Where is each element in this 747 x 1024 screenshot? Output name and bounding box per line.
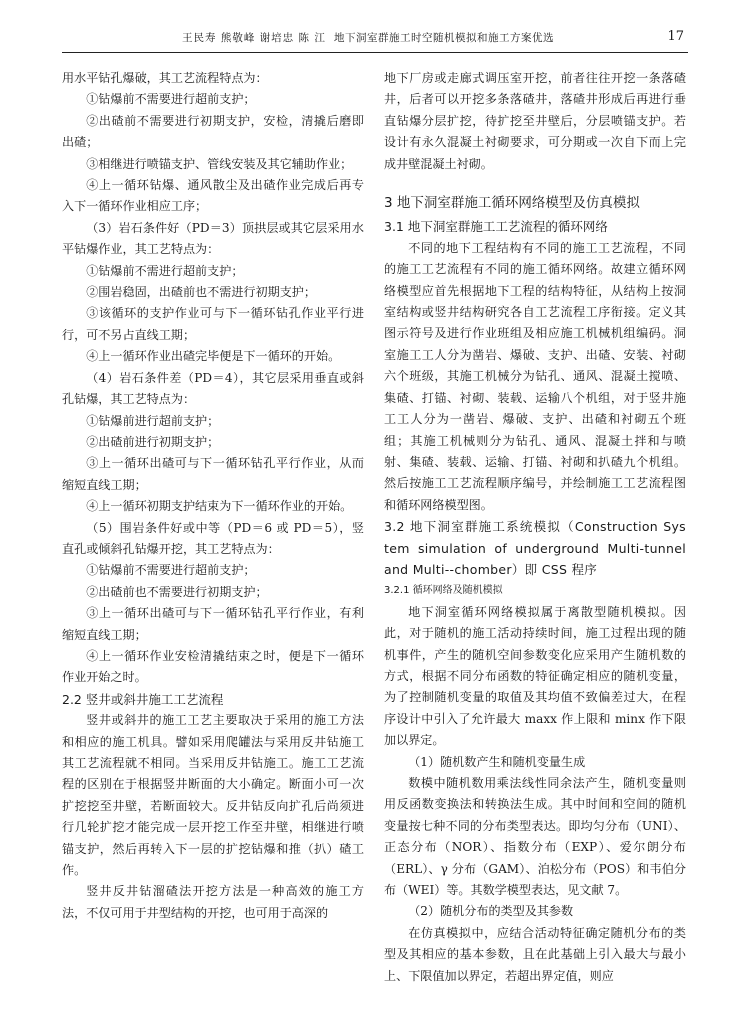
list-item: ②出碴前也不需要进行初期支护；	[86, 584, 268, 599]
paragraph: 数模中随机数用乘法线性同余法产生，随机变量则用反函数变换法和转换法生成。其中时间和空间的随机变量按七种不同的分布类型表达。即均匀分布（UNI）、正态分布（NOR）、指数分布（EXP）、爱尔朗分布（ERL）、γ 分布（GAM）、泊松分布（POS）和韦伯分布（WEI）等。其数学模型表达，见文献 7。	[384, 776, 686, 898]
paragraph: （4）岩石条件差（PD＝4），其它层采用垂直或斜孔钻爆，其工艺特点为：	[62, 370, 364, 407]
list-item: ④上一循环作业安检清撬结束之时，便是下一循环作业开始之时。	[62, 648, 364, 685]
paragraph-heading: （1）随机数产生和随机变量生成	[408, 754, 586, 769]
paragraph: 竖井反井钻溜碴法开挖方法是一种高效的施工方法，不仅可用于井型结构的开挖，也可用于高深的	[62, 884, 364, 920]
subsection-heading: 3.2 地下洞室群施工系统模拟（Construction Sys tem simulation of underground Multi-tunnel and Multi--chomber）即 CSS 程序	[384, 519, 686, 577]
page-header	[62, 30, 688, 53]
paragraph: 地下厂房或走廊式调压室开挖，前者往往开挖一条落碴井，后者可以开挖多条落碴井，落碴井形成后再进行垂直钻爆分层扩挖，待扩挖至井壁后，分层喷锚支护。若设计有永久混凝土衬砌要求，可分期或一次自下而上完成井壁混凝土衬砌。	[384, 71, 686, 171]
subsection-heading: 3.1 地下洞室群施工工艺流程的循环网络	[384, 219, 608, 235]
paragraph: 在仿真模拟中，应结合活动特征确定随机分布的类型及其相应的基本参数，且在此基础上引入最大与最小上、下限值加以界定，若超出界定值，则应	[384, 925, 686, 983]
list-item: ①钻爆前不需进行超前支护；	[86, 263, 244, 278]
page-number: 17	[667, 29, 684, 44]
paragraph: 竖井或斜井的施工工艺主要取决于采用的施工方法和相应的施工机具。譬如采用爬罐法与采用反井钻施工其工艺流程就不相同。当采用反井钻施工。施工工艺流程的区别在于根据竖井断面的大小确定。断面小可一次扩挖挖至井壁，若断面较大。反井钻反向扩孔后尚须进行几轮扩挖才能完成一层开挖工作至井壁，相继进行喷锚支护，然后再转入下一层的扩挖钻爆和推（扒）碴工作。	[62, 713, 364, 878]
list-item: ②出碴前不需要进行初期支护，安检，清撬后磨即出碴；	[62, 113, 364, 150]
section-heading: 2.2 竖井或斜井施工工艺流程	[62, 691, 224, 707]
list-item: ③上一循环出碴可与下一循环钻孔平行作业，有利缩短直线工期；	[62, 606, 364, 642]
list-item: ④上一循环钻爆、通风散尘及出碴作业完成后再专入下一循环作业相应工序；	[62, 178, 364, 214]
left-column	[62, 68, 364, 924]
paragraph: 不同的地下工程结构有不同的施工工艺流程，不同的施工工艺流程有不同的施工循环网络。故建立循环网络模型应首先根据地下工程的结构特征，从结构上按洞室结构或竖井结构研究各自工艺流程工序衔接。定义其图示符号及进行作业班组及相应施工机械机组编码。洞室施工工人分为凿岩、爆破、支护、出碴、安装、衬砌六个班级，其施工机械分为钻孔、通风、混凝土搅喷、集碴、打锚、衬砌、装载、运输八个机组，对于竖井施工工人分为一凿岩、爆破、支护、出碴和衬砌五个班组；其施工机械则分为钻孔、通风、混凝土拌和与喷射、集碴、装载、运输、打锚、衬砌和扒碴九个机组。然后按施工工艺流程顺序编号，并绘制施工工艺流程图和循环网络模型图。	[384, 240, 686, 512]
right-column	[384, 68, 686, 987]
list-item: ④上一循环作业出碴完毕便是下一循环的开始。	[86, 349, 341, 364]
list-item: ①钻爆前不需要进行超前支护；	[86, 563, 256, 578]
list-item: ③上一循环出碴可与下一循环钻孔平行作业，从而缩短直线工期；	[62, 456, 364, 492]
section-heading: 3 地下洞室群施工循环网络模型及仿真模拟	[384, 195, 640, 212]
header-running-title: 地下洞室群施工时空随机模拟和施工方案优选	[334, 32, 554, 44]
paragraph: （3）岩石条件好（PD＝3）顶拱层或其它层采用水平钻爆作业，其工艺特点为：	[62, 220, 364, 257]
list-item: ②围岩稳固，出碴前也不需进行初期支护；	[86, 285, 316, 300]
list-item: ③相继进行喷锚支护、管线安装及其它辅助作业；	[86, 156, 353, 171]
list-item: ④上一循环初期支护结束为下一循环作业的开始。	[86, 499, 353, 514]
paragraph: （5）围岩条件好或中等（PD＝6 或 PD＝5），竖直孔或倾斜孔钻爆开挖，其工艺特点为：	[62, 520, 364, 556]
list-item: ①钻爆前进行超前支护；	[86, 413, 220, 428]
paragraph: 地下洞室循环网络模拟属于离散型随机模拟。因此，对于随机的施工活动持续时间，施工过程出现的随机事件，产生的随机空间参数变化应采用产生随机数的方式，根据不同分布函数的特征确定相应的随机变量，为了控制随机变量的取值及其均值不致偏差过大，在程序设计中引入了允许最大 maxx 作上限和 minx 作下限加以界定。	[384, 604, 686, 748]
list-item: ①钻爆前不需要进行超前支护；	[86, 92, 256, 107]
paragraph-heading: （2）随机分布的类型及其参数	[408, 904, 574, 919]
subsubsection-heading: 3.2.1 循环网络及随机模拟	[384, 585, 503, 597]
list-item: ②出碴前进行初期支护；	[86, 434, 220, 449]
header-authors: 王民寿 熊敬峰 谢培忠 陈 江	[182, 32, 326, 44]
paragraph: 用水平钻孔爆破，其工艺流程特点为：	[62, 71, 268, 85]
list-item: ③该循环的支护作业可与下一循环钻孔作业平行进行，可不另占直线工期；	[62, 306, 364, 342]
